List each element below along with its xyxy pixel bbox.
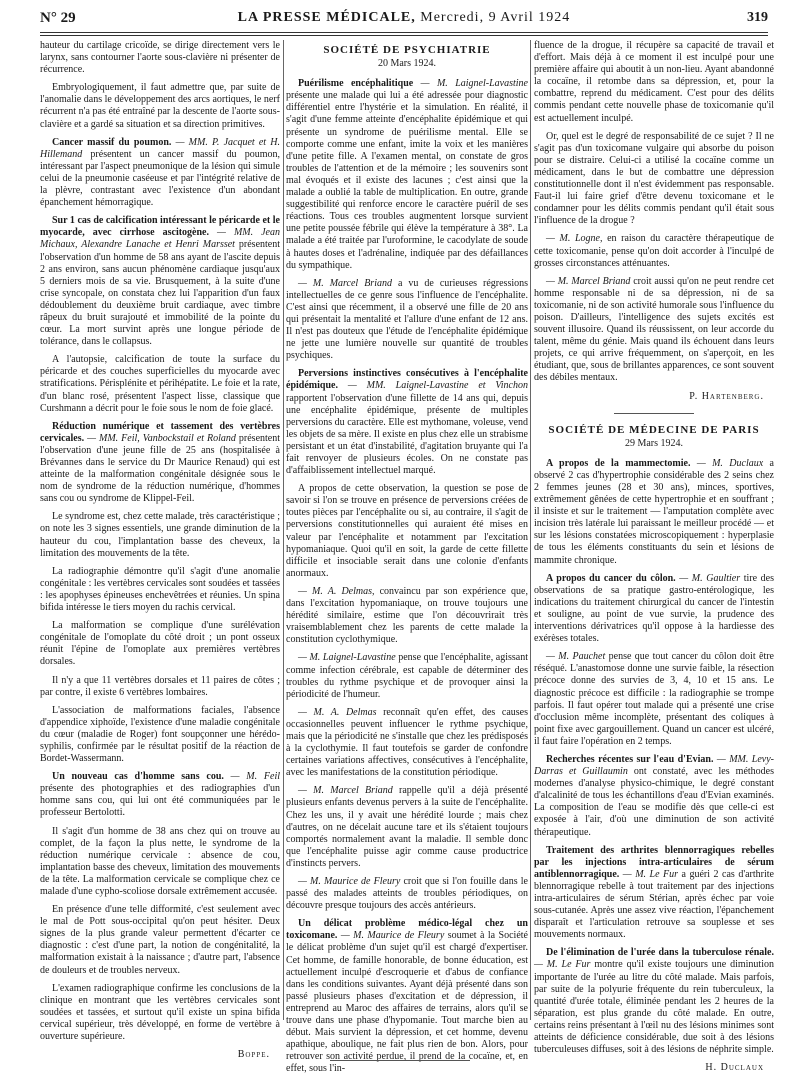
discussion (286, 652, 528, 700)
page-number: 319 (747, 10, 768, 25)
article-title: Cancer massif du poumon. (52, 136, 172, 148)
article-title: Un délicat problème médico-légal chez un toxicomane. (286, 918, 528, 942)
article-body: présente des photographies et des radiographies d'un homme sans cou, qui lui ont été communiquées par le professeur Bertolotti. (40, 783, 280, 819)
remark: croit que si l'on fouille dans le passé des malades atteints de troubles périodiques, on découvre presque toujours des accès antérieurs. (286, 876, 528, 912)
article-title: Puérilisme encéphalitique (298, 78, 414, 90)
article-authors: — M. Gaultier (675, 572, 741, 584)
article-authors: — MM. P. Jacquet et H. Hillemand (40, 136, 281, 160)
section-separator (614, 413, 694, 414)
remark: croit aussi qu'on ne peut rendre cet homme responsable ni de sa dépression, ni de sa toxicomanie, ni de son activité humorale sous l'influence du poison. D'ailleurs, l'intelligence des sujets excités est souvent illusoire. Quand ils réussissent, on leur accorde du talent, même du génie. Mais quand ils échouent dans leurs projets, ce qui arrive fréquemment, on s'aperçoit, en les étudiant, que, sous de brillantes apparences, ce sont souvent des débiles mentaux. (534, 275, 774, 384)
article-authors: — M. Laignel-Lavastine (413, 78, 528, 90)
speaker: — M. A. Delmas (298, 706, 377, 718)
column-1 (40, 40, 280, 1065)
article-authors: — MM. Levy-Darras et Guillaumin (534, 753, 774, 778)
article (40, 771, 280, 819)
discussion (286, 586, 528, 646)
article-body: tire des observations de sa pratique gastro-entérologique, les indications du traitement chirurgical du cancer de l'intestin et souligne, au point de vue survie, la prudence des interventions dérivatrices qu'il oppose à la hardiesse des exérèses totales. (534, 572, 775, 645)
speaker: — M. A. Delmas, (298, 585, 375, 597)
signature: Boppe. (237, 1049, 270, 1061)
article-body: rapportent l'observation d'une fillette de 14 ans qui, depuis une encéphalite épidémique, présente de multiples perversions du caractère. Elle est mythomane, voleuse, vend les objets de sa mère. Il existe en plus chez elle un strabisme persistant et un état d'instabilité, d'agitation bruyante qui l'a fait renvoyer de plusieurs écoles. On ne constate pas d'affaiblissement intellectuel marqué. (286, 392, 528, 477)
article-authors: — M. Le Fur (619, 868, 679, 880)
article-authors: — MM. Laignel-Lavastine et Vinchon (337, 380, 528, 392)
speaker: — M. Marcel Briand (298, 277, 392, 289)
paragraph: L'examen radiographique confirme les conclusions de la clinique en montrant que les vertèbres cervicales sont soudées et tassées, et surtout qu'il existe un spina bifida cervical supérieur, très développé, en forme de vertèbre à ouverture supérieure. (40, 982, 280, 1043)
speaker: — M. Laignel-Lavastine (298, 652, 396, 664)
article-body: présentent l'observation d'une jeune fille de 25 ans (hospitalisée à Brévannes dans le service du Dr Maurice Renaud) qui est atteinte de la malformation congénitale désignée sous le nom de syndrome de la réduction numérique, d'hommes sans cou ou syndrome de Klippel-Feil. (40, 432, 280, 505)
article (40, 421, 280, 506)
article-body: ont constaté, avec les méthodes modernes d'analyse physico-chimique, le degré constant d'alcalinité de tous les échantillons d'eau d'Evian examinés. La composition de l'eau se modifie dès que celle-ci est exposée à l'air, d'où une diminution de son activité thérapeutique. (534, 766, 774, 838)
article-title: A propos de la mammectomie. (546, 457, 691, 469)
discussion (534, 276, 774, 385)
article-authors: — MM. Feil, Vanbockstail et Roland (84, 432, 236, 444)
article-body: soumet à la Société le délicat problème d'un sujet qu'il est chargé d'expertiser. Cet homme, de famille honorable, de bonne éducation, est actuellement inculpé d'escroquerie et d'abus de confiance dans les conditions suivantes. Ayant déjà présenté dans son passé plusieurs phases d'excitation et de dépression, il entreprend au Maroc des affaires de terrains, alors qu'il se trouve dans une phase d'hypomanie. Tout marche bien au début. Mais survient la dépression, et cet homme, devenu apathique, aboulique, ne fait plus rien de bon. Alors, pour retrouver son activité perdue, il prend de la cocaïne, et, en effet, sous l'in- (286, 930, 528, 1075)
paragraph: Le syndrome est, chez cette malade, très caractéristique ; on note les 3 signes essentiels, une grande diminution de la hauteur du cou, l'implantation basse des cheveux, la limitation des mouvements de la tête. (40, 511, 280, 559)
section-date: 29 Mars 1924. (624, 437, 684, 449)
article-title: De l'élimination de l'urée dans la tuberculose rénale. (546, 947, 774, 959)
speaker: — M. Logne, (546, 233, 603, 245)
journal-name: LA PRESSE MÉDICALE, (237, 10, 416, 25)
signature: P. Hartenberg. (689, 390, 764, 402)
remark: pense que l'encéphalite, agissant comme infection cérébrale, est capable de déterminer des troubles du rythme psychique et de provoquer ainsi la périodicité de l'humeur. (286, 652, 528, 700)
journal-title (40, 10, 768, 26)
paragraph: En présence d'une telle difformité, c'est seulement avec le mal de Pott sous-occipital qu'on peut hésiter. Deux signes de la plus grande valeur permettent d'écarter ce diagnostic : c'est d'une part, la notion de congénitalité, la malformation existait à la naissance ; d'autre part, l'absence de douleurs et de troubles nerveux. (40, 904, 280, 976)
article-title: Sur 1 cas de calcification intéressant le péricarde et le myocarde, avec cirrhose ascitogène. (40, 215, 280, 239)
column-2 (286, 40, 528, 1075)
paragraph: L'association de malformations faciales, l'absence d'appendice xiphoïde, l'existence d'une maladie congénitale du cœur (maladie de Roger) font soupçonner une hérédo-syphilis, confirmée par le résultat positif de la réaction de Bordet-Wassermann. (40, 704, 280, 765)
article-authors: — M. Duclaux (690, 457, 764, 469)
column-divider (283, 40, 284, 1020)
article (534, 754, 774, 839)
discussion (286, 278, 528, 363)
discussion (534, 651, 774, 748)
article-body: présentent l'observation d'un homme de 58 ans ayant de l'ascite depuis 2 ans environ, sans aucun phénomène cardiaque jusqu'aux 5 derniers mois de sa vie. Brusquement, à la suite d'une crise syncopale, on constata chez lui l'apparition d'un faux dédoublement du deuxième bruit cardiaque, avec timbre râpeux du bruit surajouté et immobilité de la pointe du cœur. La mort survint après une longue période de tolérance, dans le collapsus. (40, 239, 281, 348)
signature: H. Duclaux (705, 1062, 764, 1074)
article-body: a observé 2 cas d'hypertrophie considérable des 2 seins chez 2 femmes jeunes (28 et 30 ans), minces, sportives, extrêmement gênées de cette hypertrophie et en souffrant ; il insiste et sur le traitement — l'amputation complète avec incision très latérale lui paraissant le meilleur procédé — et sur les lésions constatées microscopiquement : hyperplasie de tous les éléments constituants du sein et lésions de mammite chronique. (534, 457, 774, 566)
article-title: Traitement des arthrites blennorragiques rebelles par les injections intra-articulaires de sérum antiblennorragique. (534, 844, 774, 880)
speaker: — M. Marcel Briand (546, 275, 631, 287)
remark: pense que tout cancer du côlon doit être réséqué. L'anastomose donne une survie faible, la résection précoce donne des survies de 3, 4, 10 et 15 ans. Le diagnostic précoce est difficile : la radiographie se trompe parfois. Il faut opérer tout malade qui a présenté une crise d'occlusion même incomplète, présentant des coliques à point fixe avec gargouillement. Quand un cancer est ulcéré, il faut faire l'opération en 2 temps. (534, 651, 774, 747)
column-divider (530, 40, 531, 1020)
section-title: SOCIÉTÉ DE MÉDECINE DE PARIS (548, 423, 760, 436)
paragraph: A propos de cette observation, la question se pose de savoir si l'on se trouve en présence de perversions créées de toutes pièces par l'encéphalite ou si, au contraire, il s'agit de perversions constitutionnelles qui auraient été mises en valeur par l'encéphalite et notamment par l'excitation hypomaniaque. Quoi qu'il en soit, la garde de cette fillette difficile et insociable serait dans une colonie d'enfants anormaux. (286, 483, 528, 579)
article (40, 137, 280, 210)
discussion (286, 707, 528, 780)
paragraph: La malformation se complique d'une surélévation congénitale de l'omoplate du côté droit ; un pont osseux réunit l'épine de l'omoplate aux premières vertèbres dorsales. (40, 620, 280, 668)
speaker: — M. Maurice de Fleury (298, 876, 401, 887)
article-authors: — MM. Jean Michaux, Alexandre Lanache et Henri Marsset (40, 227, 280, 251)
header-rule (40, 32, 768, 33)
issue-number: N° 29 (40, 10, 76, 26)
discussion (286, 876, 528, 912)
article-title: Réduction numérique et tassement des vertèbres cervicales. (40, 420, 280, 444)
article (286, 918, 528, 1075)
remark: a vu de curieuses régressions intellectuelles de ce genre sous l'influence de l'encéphalite. C'est ainsi que récemment, il a observé une fille de 20 ans qui présentait la mentalité et l'allure d'une enfant de 12 ans. Il n'est pas douteux que l'étude de l'encéphalite épidémique ne jette une lumière nouvelle sur quantité de troubles psychiques. (286, 277, 528, 362)
bottom-rule (330, 1060, 470, 1061)
page-header (40, 10, 768, 30)
paragraph: Embryologiquement, il faut admettre que, par suite de l'anomalie dans le développement des arcs aortiques, le nerf récurrent n'a pas été entraîné par la descente de l'aorte sous-clavière et a gardé sa situation et sa direction primitives. (40, 82, 280, 130)
paragraph: A l'autopsie, calcification de toute la surface du péricarde et des couches superficielles du myocarde avec stratifications. Périsplénite et périhépatite. Le foie et la rate, d'un blanc rosé, présentent l'aspect lisse, classique que Curshmann a décrit pour le foie sous le nom de foie glacé. (40, 354, 280, 414)
remark: reconnaît qu'en effet, des causes occasionnelles peuvent influencer le rythme psychique, mais que la périodicité ne s'installe que chez les prédisposés à la cyclothymie. Il faut toutefois se garder de confondre certaines variations affectives, consécutives à l'encéphalite, avec les manifestations de la constitution périodique. (286, 706, 528, 779)
paragraph: Il s'agit d'un homme de 38 ans chez qui on trouve au complet, de la façon la plus nette, le syndrome de la réduction numérique cervicale : absence de cou, implantation basse des cheveux, limitation des mouvements de la tête. La malformation cervicale se complique chez ce malade d'une cypho-scoliose dorsale extrêmement accusée. (40, 825, 280, 897)
article-body: présentent un cancer massif du poumon, intéressant par l'aspect pneumonique de la lésion qui simule celui de la pneumonie caséeuse et par l'intégrité relative de la plèvre, contrastant avec l'existence d'un abondant épanchement hémorragique. (40, 148, 280, 209)
header-rule-double (40, 35, 768, 36)
article-title: Recherches récentes sur l'eau d'Evian. (546, 753, 714, 765)
issue-date: Mercredi, 9 Avril 1924 (415, 10, 571, 25)
article (534, 947, 774, 1056)
article-body: présente une malade qui lui a été adressée pour diagnostic différentiel entre l'hystérie et la simulation. En réalité, il s'agit d'une femme atteinte d'encéphalite épidémique et qui présente un syndrome de puérilisme mental. Elle se comporte comme une enfant, imite la voix et les manières d'une petite fille. A l'examen mental, on constate de gros troubles de l'attention et de la mémoire ; les souvenirs sont mal évoqués et il existe des lacunes ; c'est ainsi que la malade a oublié la table de multiplication. En outre, grande suggestibilité qui renforce encore le caractère puéril de ses réactions. Tous ces troubles augmentent lorsque survient une petite poussée fébrile qui élève la température à 38°. La malade a été traitée par l'uroformine, le cacodylate de soude à hautes doses et l'adrénaline, indiquée par des défaillances du sympathique. (286, 90, 528, 271)
speaker: — M. Pauchet (546, 651, 606, 663)
article-body: montre qu'il existe toujours une diminution importante de l'urée au litre du côté malade. Mais parfois, par suite de la polyurie fréquente du rein tuberculeux, la quantité d'urée totale, éliminée pendant les 2 heures de la séparation, est plus grande du côté malade. En outre, certains reins présentant à l'œil nu des lésions minimes sont atteints de déficience considérable, due soit à des lésions tuberculeuses diffuses, soit à des lésions de néphrite simple. (534, 959, 774, 1056)
article (534, 573, 774, 646)
article-authors: — M. Feil (223, 771, 280, 783)
article-title: A propos du cancer du côlon. (546, 572, 676, 584)
article (286, 78, 528, 272)
article-body: a guéri 2 cas d'arthrite blennorragique rebelle à tout traitement par des injections intra-articulaires de sérum Stérian, après échec par voie sous-cutanée. Après une assez vive réaction, l'épanchement disparaît et l'articulation retrouve sa souplesse et ses mouvements normaux. (534, 868, 774, 941)
paragraph: hauteur du cartilage cricoïde, se dirige directement vers le larynx, sans contourner l'aorte sous-clavière ni présenter de récurrence. (40, 40, 280, 76)
discussion (286, 785, 528, 870)
article (534, 845, 774, 942)
section-date: 20 Mars 1924. (377, 58, 437, 70)
article-title: Un nouveau cas d'homme sans cou. (52, 771, 224, 783)
paragraph: Or, quel est le degré de responsabilité de ce sujet ? Il ne s'agit pas d'un toxicomane vulgaire qui absorbe du poison pour se distraire. Celui-ci a utilisé la cocaïne comme un médicament, dans le but de combattre une dépression constitutionnelle dont il n'est évidemment pas responsable. Faut-il lui faire grief d'être devenu toxicomane et le condamner pour les délits commis pendant qu'il était sous l'influence de la drogue ? (534, 130, 774, 227)
section-title: SOCIÉTÉ DE PSYCHIATRIE (323, 44, 491, 56)
paragraph: Il n'y a que 11 vertèbres dorsales et 11 paires de côtes ; par contre, il existe 6 vertèbres lombaires. (40, 674, 280, 698)
article-authors: — M. Le Fur (534, 959, 591, 971)
paragraph: fluence de la drogue, il récupère sa capacité de travail et d'effort. Mais déjà à ce moment il est inculpé pour une première affaire qui aboutit à un non-lieu. Ayant abandonné la cocaïne, il retombe dans sa dépression, et, pour la combattre, reprend du médicament. C'est pour des délits commis pendant cette nouvelle phase de toxicomanie qu'il est actuellement inculpé. (534, 40, 774, 124)
remark: rappelle qu'il a déjà présenté plusieurs enfants devenus pervers à la suite de l'encéphalite. Chez les uns, il y avait une hérédité lourde ; mais chez d'autres, on ne décelait aucune tare et ils s'étaient toujours comportés normalement avant la maladie. Il semble donc que l'encéphalite puisse agir comme cause productrice d'instincts pervers. (286, 785, 528, 869)
discussion (534, 233, 774, 269)
remark: en raison du caractère thérapeutique de cette toxicomanie, pense qu'on doit accorder à l'inculpé de grosses circonstances atténuantes. (534, 233, 774, 269)
article (286, 368, 528, 477)
article (40, 215, 280, 348)
paragraph: La radiographie démontre qu'il s'agit d'une anomalie congénitale : les vertèbres cervicales sont soudées et tassées : les apophyses épineuses enchevêtrées et réunies. Un spina bifida intéresse le tiers moyen du rachis cervical. (40, 565, 280, 614)
article-authors: — M. Maurice de Fleury (337, 930, 445, 942)
remark: convaincu par son expérience que, dans l'excitation hypomaniaque, on trouve toujours une hérédité similaire, estime que l'on découvrirait très vraisemblablement chez les parents de cette malade la constitution cyclothymique. (286, 585, 528, 646)
article-title: Perversions instinctives consécutives à l'encéphalite épidémique. (286, 368, 528, 392)
column-3 (534, 40, 775, 1074)
speaker: — M. Marcel Briand (298, 785, 393, 797)
article (534, 458, 774, 567)
